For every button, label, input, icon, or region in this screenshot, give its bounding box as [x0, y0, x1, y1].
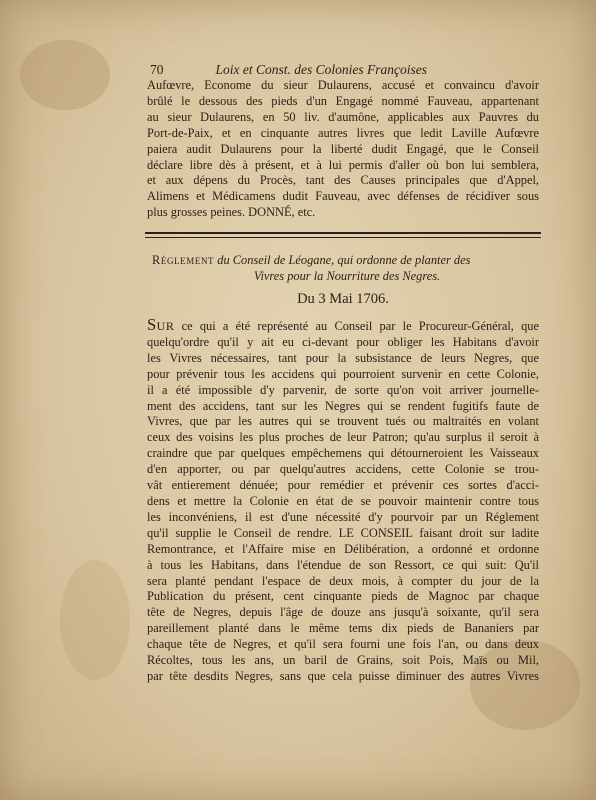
- text-line: craindre que par quelques empêchemens qui détourneroient les Vaisseaux: [147, 446, 539, 461]
- page-number: 70: [150, 62, 164, 77]
- text-line: sera planté pendant l'espace de deux mois, à compter du jour de la: [147, 573, 539, 588]
- text-line: les inconvéniens, il est d'une nécessité d'y pourvoir par un Réglement: [147, 509, 539, 524]
- text-line: Vivres, que par les autres qui se trouvent tués ou maltraités en volant: [147, 414, 539, 429]
- text-line: pour prévenir tous les accidens qui pourroient survenir en cette Colonie,: [147, 366, 539, 381]
- body-text: [147, 317, 539, 685]
- running-title: Loix et Const. des Colonies Françoises: [215, 62, 427, 77]
- text-line: Port-de-Paix, et en cinquante autres livres que ledit Laville Aufœvre: [147, 125, 539, 140]
- decree-date: Du 3 Mai 1706.: [297, 291, 389, 307]
- section-divider: [145, 232, 541, 238]
- text-line: ce qui a été représenté au Conseil par le Procureur-Général, que: [174, 319, 539, 333]
- text-line: d'en apporter, ou par quelqu'autres accidens, cette Colonie se trou-: [147, 462, 539, 477]
- text-line: plus grosses peines. DONNÉ, etc.: [147, 205, 316, 220]
- text-line: déclare libre dès à présent, et à lui permis d'aller où bon lui semblera,: [147, 157, 539, 172]
- text-line: il a été impossible d'y parvenir, de sorte qu'on voit arriver journelle-: [147, 382, 539, 397]
- text-line: tête de Negres, depuis l'âge de douze ans jusqu'à soixante, qu'il sera: [147, 605, 539, 620]
- text-line: au sieur Dulaurens, en 50 liv. d'aumône, applicables aux Pauvres du: [147, 109, 539, 124]
- text-line: Aufœvre, Econome du sieur Dulaurens, accusé et convaincu d'avoir: [147, 78, 539, 92]
- text-line: Alimens et Médicamens dudit Fauveau, avec défenses de récidiver sous: [147, 189, 539, 204]
- text-line: brûlé le dessous des pieds d'un Engagé nommé Fauveau, appartenant: [147, 93, 539, 108]
- text-line: par tête desdits Negres, sans que cela puisse diminuer des autres Vivres: [147, 668, 539, 683]
- text-line: Publication du présent, cent cinquante pieds de Magnoc par chaque: [147, 589, 539, 604]
- reglement-title-rest: du Conseil de Léogane, qui ordonne de planter des: [217, 253, 471, 267]
- text-line: ceux des voisins les plus proches de leur Patron; qu'au surplus il seroit à: [147, 430, 539, 445]
- text-line: chaque tête de Negres, et qu'il sera fourni une fois l'an, ou dans deux: [147, 637, 539, 652]
- paper-stain: [20, 40, 110, 110]
- text-line: paiera audit Dulaurens pour la liberté dudit Engagé, que le Conseil: [147, 141, 539, 156]
- reglement-title-line2: Vivres pour la Nourriture des Negres.: [253, 269, 441, 283]
- text-line: les Vivres nécessaires, tant pour la subsistance de leurs Negres, que: [147, 350, 539, 365]
- text-line: à tous les Habitans, dans l'étendue de son Ressort, ce qui suit: Qu'il: [147, 557, 539, 572]
- text-line: dens et mettre la Colonie en état de se pouvoir maintenir contre tous: [147, 493, 539, 508]
- text-line: qu'il supplie le Conseil de rendre. LE CONSEIL faisant droit sur ladite: [147, 525, 539, 540]
- running-header: [150, 62, 570, 78]
- text-line: Remontrance, et l'Affaire mise en Délibération, a ordonné et ordonne: [147, 541, 539, 556]
- text-line: pareillement planté dans le même tems dix pieds de Bananiers par: [147, 621, 539, 636]
- paper-stain: [60, 560, 130, 680]
- reglement-lead: Réglement: [152, 253, 215, 267]
- text-line: ment des accidens, tant sur les Negres qui se rendent fugitifs faute de: [147, 398, 539, 413]
- text-line: Récoltes, tous les ans, un baril de Grains, soit Pois, Maïs ou Mil,: [147, 653, 539, 668]
- text-line: vât entierement dénuée; pour remédier et prévenir ces sortes d'acci-: [147, 478, 539, 493]
- text-line: quelqu'ordre qu'il y ait eu ci-devant pour obliger les Habitans d'avoir: [147, 334, 539, 349]
- top-paragraph: [147, 78, 539, 221]
- reglement-title: [152, 252, 542, 284]
- text-line: et aux dépens du Procès, tant des Causes principales que d'Appel,: [147, 173, 539, 188]
- drop-cap-word: Sur: [147, 317, 175, 334]
